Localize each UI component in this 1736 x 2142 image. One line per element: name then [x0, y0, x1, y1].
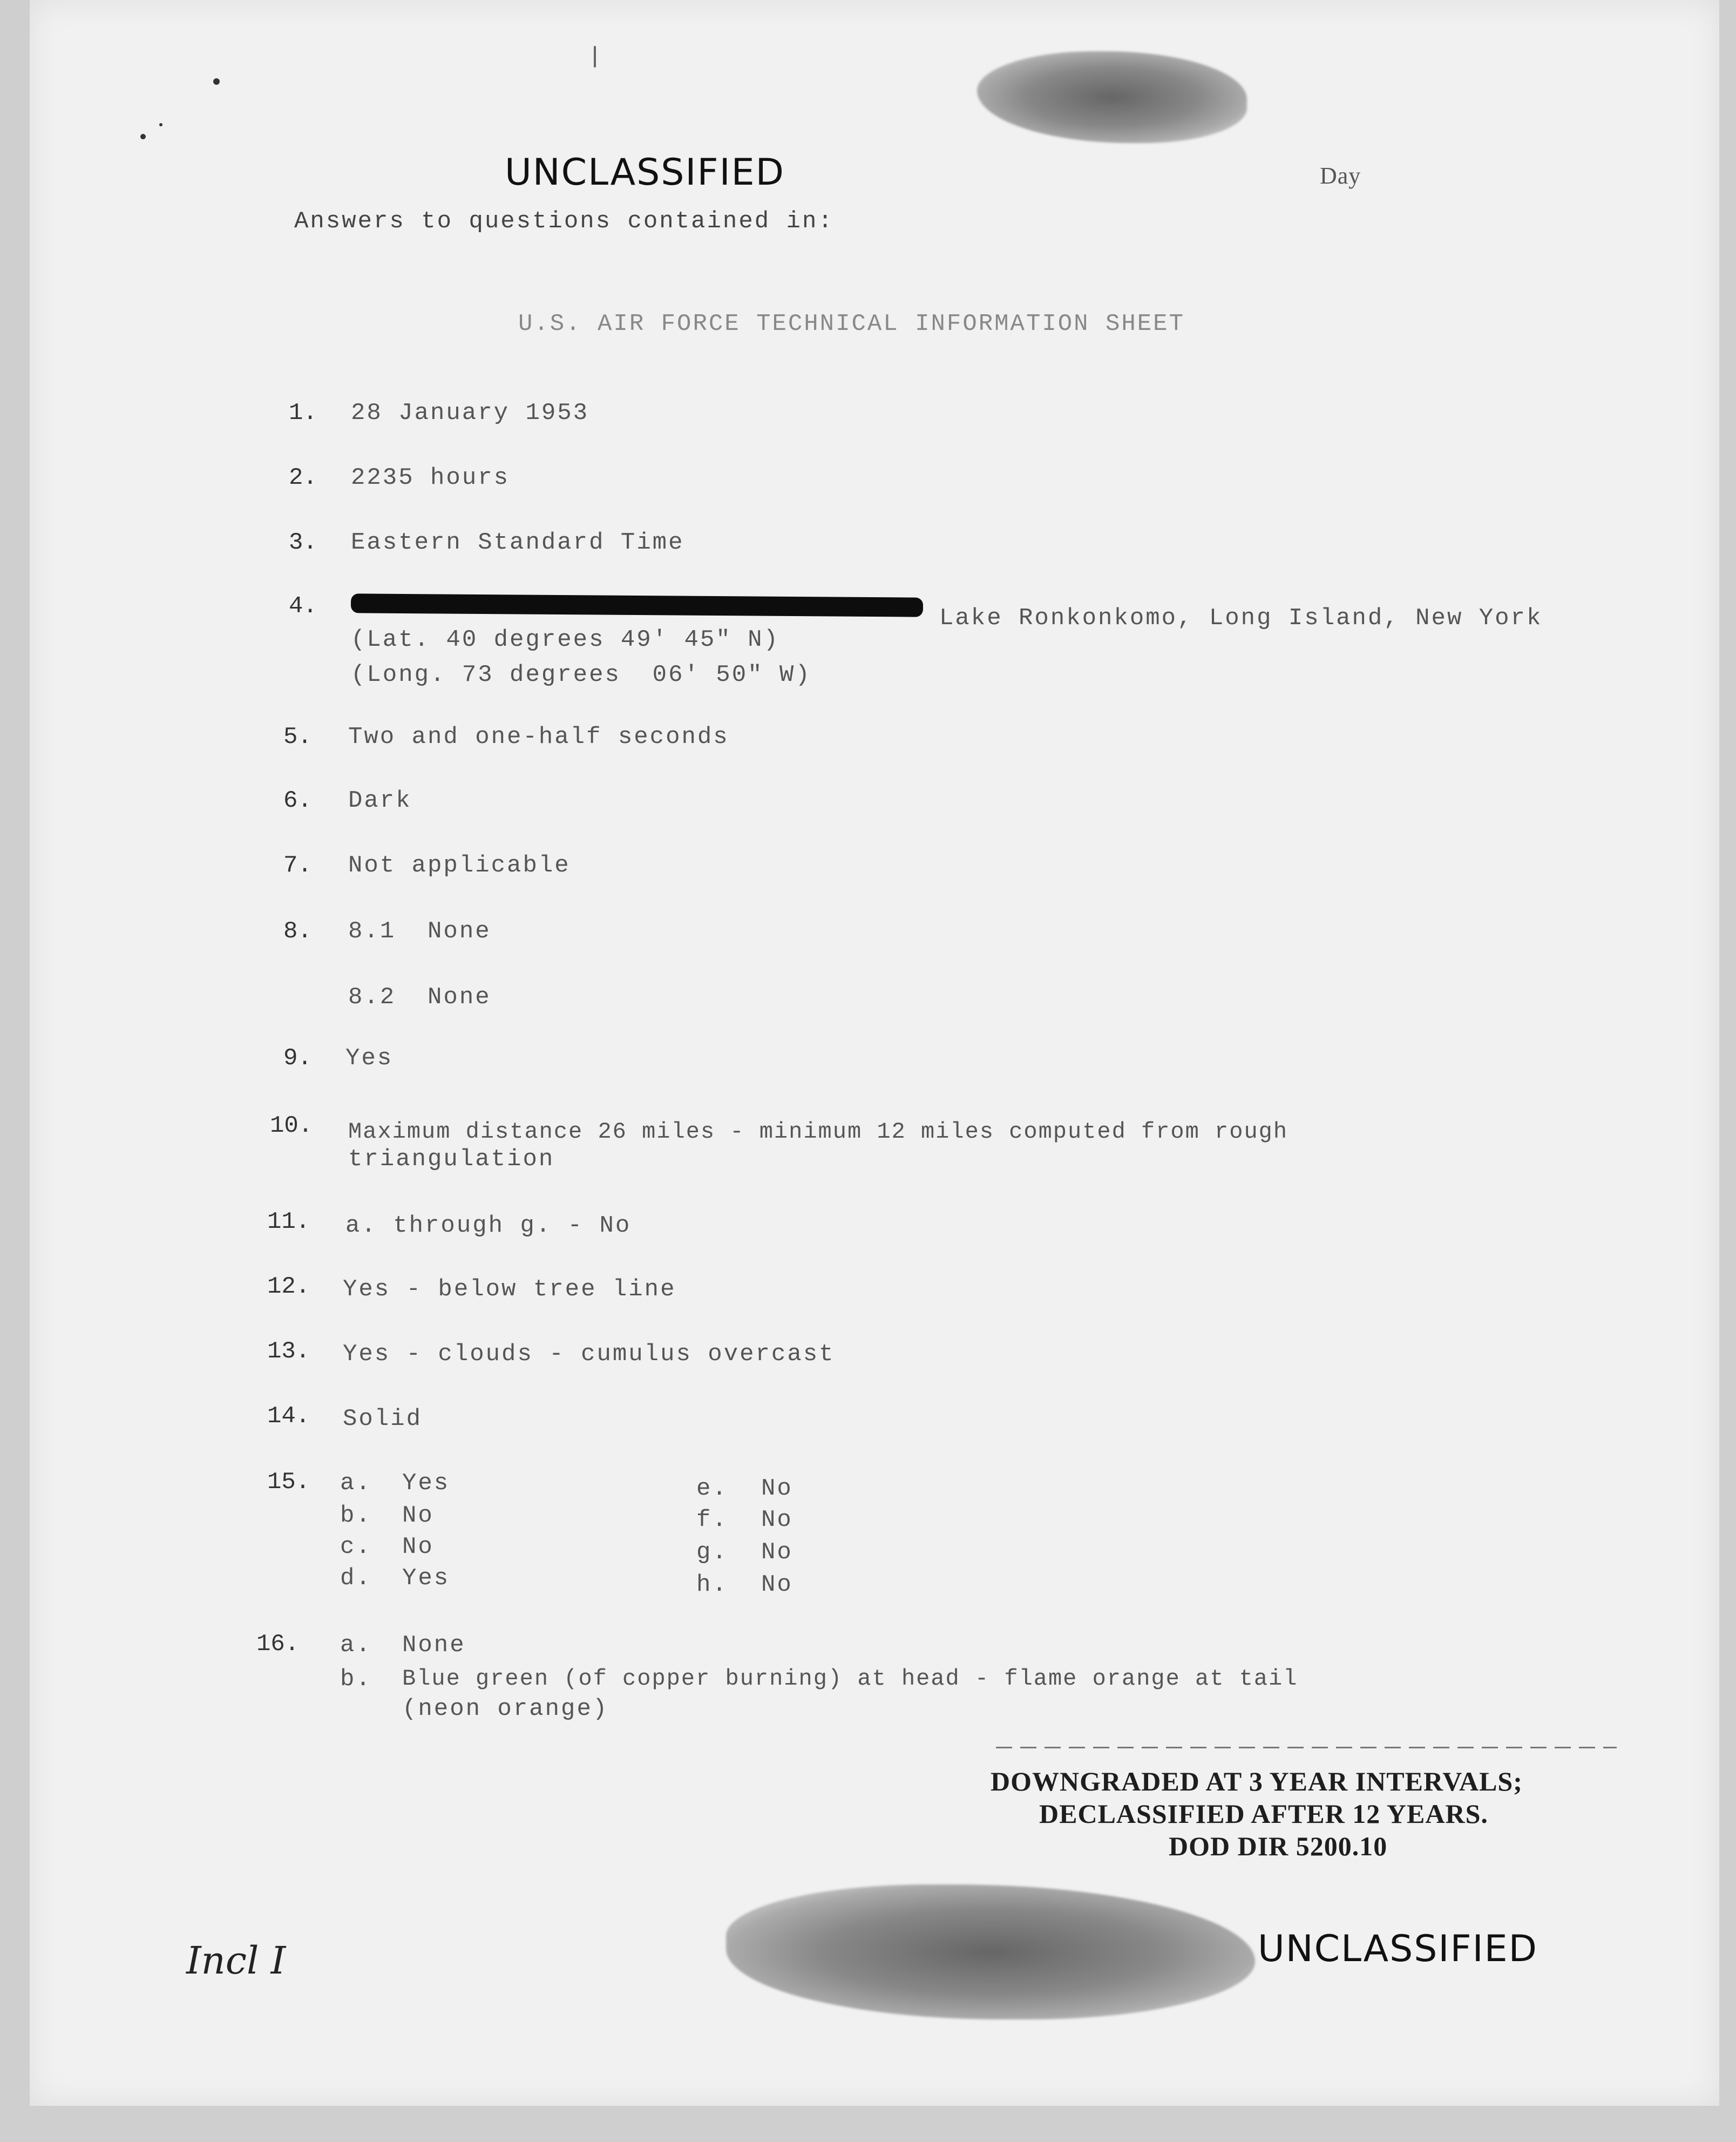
answer-text: Yes - clouds - cumulus overcast [343, 1341, 835, 1368]
stamp-rule [996, 1747, 1617, 1748]
answer-text: Solid [343, 1406, 423, 1432]
subitem-value: No [761, 1506, 793, 1533]
handwritten-note: Incl I [186, 1938, 286, 1983]
subitem-value: No [402, 1533, 434, 1560]
downgrade-stamp-line3: DOD DIR 5200.10 [1169, 1831, 1388, 1861]
answer-number: 10. [270, 1112, 313, 1139]
subitem-value: No [402, 1502, 434, 1529]
top-smudge [977, 51, 1247, 143]
subitem-value: Blue green (of copper burning) at head - flame orange at tail [402, 1666, 1298, 1692]
subitem-letter: c. [340, 1533, 372, 1560]
paper-sheet [30, 0, 1719, 2106]
answer-number: 7. [283, 852, 312, 879]
subitem-value: No [761, 1475, 793, 1502]
answer-number: 11. [267, 1208, 310, 1235]
form-title: U.S. AIR FORCE TECHNICAL INFORMATION SHEET [518, 310, 1185, 337]
answer-text: 28 January 1953 [351, 400, 589, 427]
answer-number: 1. [289, 400, 317, 427]
subitem-letter: e. [696, 1475, 728, 1502]
subitem-value: Yes [402, 1470, 450, 1497]
subitem-value: No [761, 1539, 793, 1566]
answer-text: a. through g. - No [345, 1212, 632, 1239]
answer-number: 8. [283, 918, 312, 945]
downgrade-stamp-line2: DECLASSIFIED AFTER 12 YEARS. [1039, 1799, 1488, 1829]
subitem-letter: a. [340, 1470, 372, 1497]
answer-number: 4. [289, 593, 317, 620]
answer-location: Lake Ronkonkomo, Long Island, New York [939, 605, 1543, 632]
answer-number: 3. [289, 529, 317, 556]
subitem-value: No [761, 1571, 793, 1598]
answer-longitude: (Long. 73 degrees 06' 50" W) [351, 661, 811, 688]
bottom-smudge [726, 1884, 1255, 2019]
answer-text: Yes - below tree line [343, 1276, 676, 1303]
speck-mark [213, 78, 220, 85]
answer-number: 12. [267, 1273, 310, 1300]
answer-number: 13. [267, 1338, 310, 1365]
answer-number: 9. [283, 1045, 312, 1072]
answer-text: Eastern Standard Time [351, 529, 684, 556]
subitem-value: None [402, 1632, 466, 1659]
corner-note: Day [1320, 163, 1361, 189]
answer-text-cont: triangulation [348, 1146, 555, 1173]
subitem-letter: b. [340, 1502, 372, 1529]
subitem-value-cont: (neon orange) [402, 1695, 609, 1722]
subitem-letter: f. [696, 1506, 728, 1533]
subitem-letter: d. [340, 1565, 372, 1592]
answer-number: 5. [283, 724, 312, 751]
answer-text: Dark [348, 787, 412, 814]
subitem-letter: b. [340, 1666, 372, 1693]
speck-mark [140, 134, 146, 139]
answer-text: Maximum distance 26 miles - minimum 12 miles computed from rough [348, 1119, 1289, 1145]
answer-number: 15. [267, 1469, 310, 1496]
answer-number: 14. [267, 1403, 310, 1430]
speck-mark [594, 46, 596, 67]
answer-text: 8.1 None [348, 918, 491, 945]
subitem-letter: h. [696, 1571, 728, 1598]
classification-bottom: UNCLASSIFIED [1258, 1928, 1538, 1970]
answer-number: 2. [289, 464, 317, 491]
classification-top: UNCLASSIFIED [505, 151, 785, 194]
speck-mark [159, 123, 162, 126]
answer-subitem: 8.2 None [348, 984, 491, 1011]
answer-latitude: (Lat. 40 degrees 49' 45" N) [351, 626, 779, 653]
subitem-value: Yes [402, 1565, 450, 1592]
answer-number: 16. [256, 1631, 300, 1658]
answer-text: 2235 hours [351, 464, 510, 491]
intro-line: Answers to questions contained in: [294, 208, 834, 235]
answer-text: Two and one-half seconds [348, 724, 729, 751]
subitem-letter: a. [340, 1632, 372, 1659]
redaction-bar [351, 593, 923, 617]
answer-text: Yes [345, 1045, 394, 1072]
downgrade-stamp-line1: DOWNGRADED AT 3 YEAR INTERVALS; [991, 1766, 1523, 1796]
answer-number: 6. [283, 787, 312, 814]
answer-text: Not applicable [348, 852, 571, 879]
subitem-letter: g. [696, 1539, 728, 1566]
